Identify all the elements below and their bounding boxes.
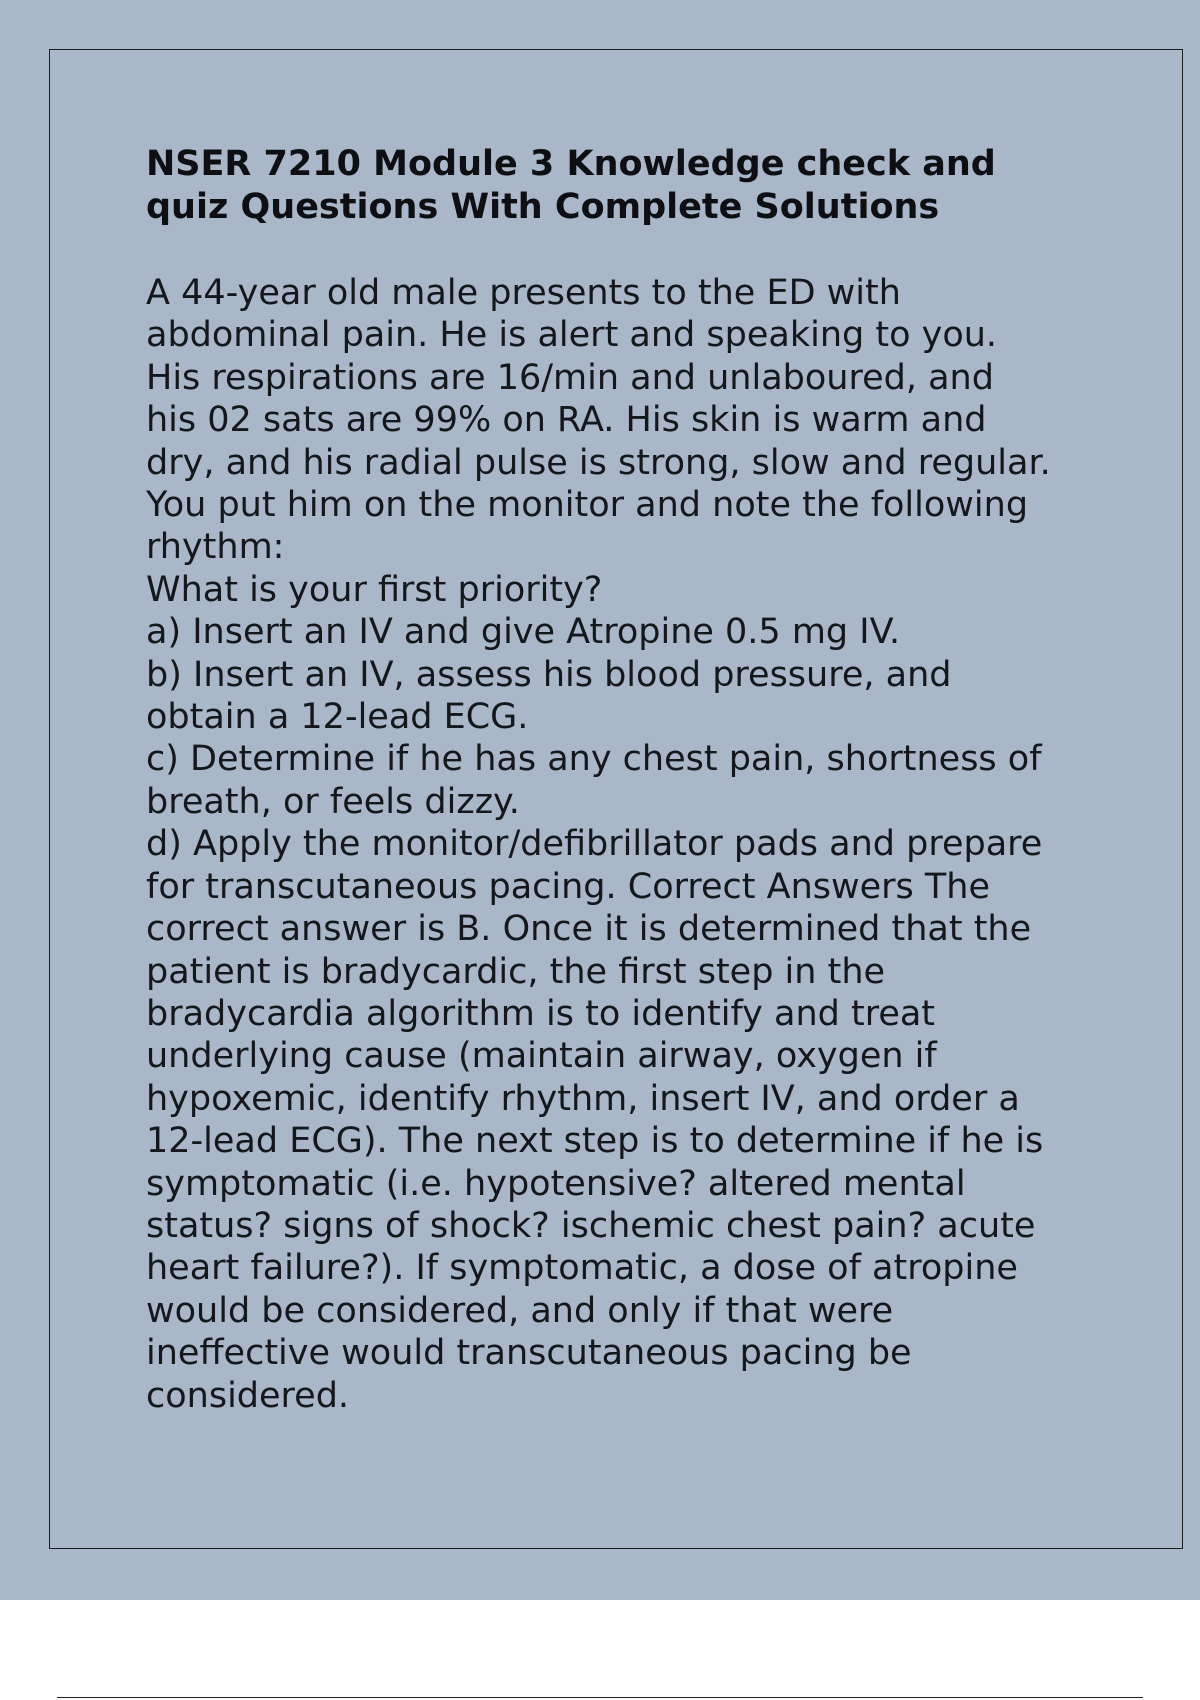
question-body: [146, 272, 1116, 1417]
question-text-line: abdominal pain. He is alert and speaking to you.: [146, 315, 998, 356]
answer-option-c: c) Determine if he has any chest pain, shortness of: [146, 739, 1042, 780]
solution-text-line: heart failure?). If symptomatic, a dose of atropine: [146, 1248, 1018, 1289]
document-title: [146, 143, 1086, 229]
solution-text-line: for transcutaneous pacing. Correct Answers The: [146, 866, 991, 907]
solution-text-line: symptomatic (i.e. hypotensive? altered mental: [146, 1163, 966, 1204]
question-prompt: What is your first priority?: [146, 569, 603, 610]
question-text-line: You put him on the monitor and note the following: [146, 485, 1029, 526]
solution-text-line: considered.: [146, 1375, 350, 1416]
title-line: NSER 7210 Module 3 Knowledge check and: [146, 144, 996, 184]
question-text-line: his 02 sats are 99% on RA. His skin is warm and: [146, 400, 987, 441]
question-text-line: dry, and his radial pulse is strong, slow and regular.: [146, 442, 1051, 483]
solution-text-line: hypoxemic, identify rhythm, insert IV, and order a: [146, 1078, 1020, 1119]
page-divider: [57, 1697, 1143, 1698]
solution-text-line: 12-lead ECG). The next step is to determine if he is: [146, 1121, 1044, 1162]
solution-text-line: underlying cause (maintain airway, oxygen if: [146, 1036, 937, 1077]
answer-option-c-continued: breath, or feels dizzy.: [146, 781, 520, 822]
answer-option-a: a) Insert an IV and give Atropine 0.5 mg IV.: [146, 612, 901, 653]
solution-text-line: bradycardia algorithm is to identify and treat: [146, 993, 936, 1034]
solution-text-line: ineffective would transcutaneous pacing be: [146, 1333, 912, 1374]
answer-option-b-continued: obtain a 12-lead ECG.: [146, 697, 529, 738]
question-text-line: rhythm:: [146, 527, 285, 568]
solution-text-line: would be considered, and only if that were: [146, 1290, 894, 1331]
question-text-line: A 44-year old male presents to the ED with: [146, 273, 901, 313]
solution-text-line: status? signs of shock? ischemic chest pain? acute: [146, 1205, 1036, 1246]
solution-text-line: correct answer is B. Once it is determined that the: [146, 909, 1032, 950]
question-text-line: His respirations are 16/min and unlaboured, and: [146, 357, 994, 398]
solution-text-line: patient is bradycardic, the first step in the: [146, 951, 886, 992]
answer-option-b: b) Insert an IV, assess his blood pressure, and: [146, 654, 952, 695]
title-line: quiz Questions With Complete Solutions: [146, 187, 940, 227]
answer-option-d: d) Apply the monitor/defibrillator pads and prepare: [146, 824, 1043, 865]
